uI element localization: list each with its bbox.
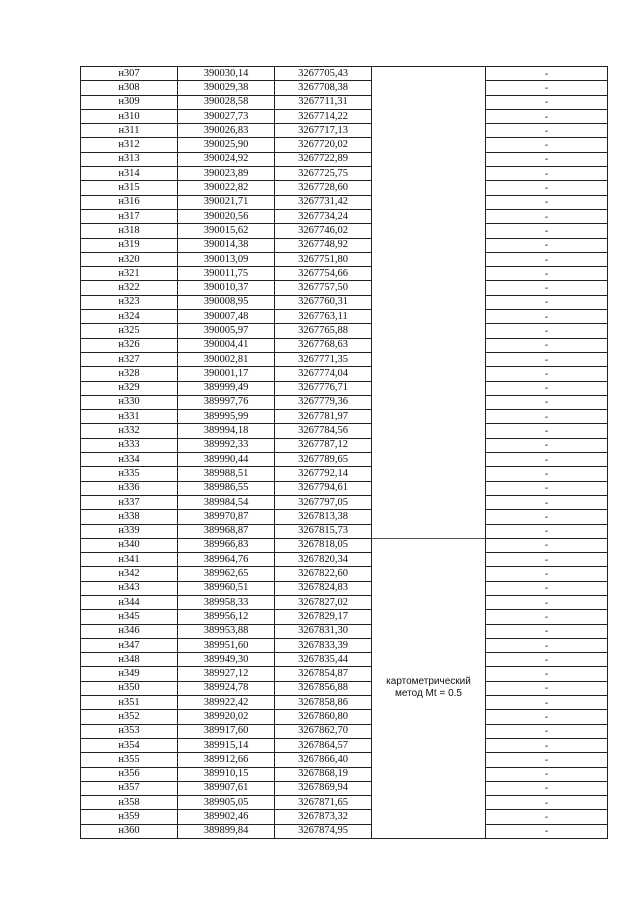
point-cell: н333 xyxy=(81,438,178,452)
accuracy-cell: - xyxy=(486,553,608,567)
y-coordinate-cell: 3267765,88 xyxy=(275,324,372,338)
x-coordinate-cell: 389960,51 xyxy=(178,581,275,595)
table-row xyxy=(81,753,608,767)
x-coordinate-cell: 389968,87 xyxy=(178,524,275,538)
accuracy-cell: - xyxy=(486,295,608,309)
accuracy-cell: - xyxy=(486,624,608,638)
table-row xyxy=(81,553,608,567)
table-row xyxy=(81,567,608,581)
y-coordinate-cell: 3267818,05 xyxy=(275,538,372,552)
x-coordinate-cell: 390011,75 xyxy=(178,267,275,281)
table-row xyxy=(81,538,608,552)
x-coordinate-cell: 390028,58 xyxy=(178,95,275,109)
accuracy-cell: - xyxy=(486,638,608,652)
method-cell xyxy=(372,538,486,838)
accuracy-cell: - xyxy=(486,767,608,781)
table-row xyxy=(81,610,608,624)
x-coordinate-cell: 389915,14 xyxy=(178,738,275,752)
table-row xyxy=(81,438,608,452)
method-cell-empty xyxy=(372,67,486,539)
point-cell: н314 xyxy=(81,167,178,181)
y-coordinate-cell: 3267771,35 xyxy=(275,352,372,366)
x-coordinate-cell: 389994,18 xyxy=(178,424,275,438)
y-coordinate-cell: 3267854,87 xyxy=(275,667,372,681)
point-cell: н337 xyxy=(81,495,178,509)
x-coordinate-cell: 389986,55 xyxy=(178,481,275,495)
point-cell: н308 xyxy=(81,81,178,95)
table-row xyxy=(81,181,608,195)
x-coordinate-cell: 390020,56 xyxy=(178,209,275,223)
table-row xyxy=(81,653,608,667)
table-row xyxy=(81,638,608,652)
accuracy-cell: - xyxy=(486,424,608,438)
y-coordinate-cell: 3267717,13 xyxy=(275,124,372,138)
table-row xyxy=(81,395,608,409)
y-coordinate-cell: 3267705,43 xyxy=(275,67,372,81)
y-coordinate-cell: 3267714,22 xyxy=(275,109,372,123)
point-cell: н344 xyxy=(81,595,178,609)
point-cell: н321 xyxy=(81,267,178,281)
table-row xyxy=(81,352,608,366)
point-cell: н351 xyxy=(81,696,178,710)
x-coordinate-cell: 389902,46 xyxy=(178,810,275,824)
y-coordinate-cell: 3267833,39 xyxy=(275,638,372,652)
point-cell: н360 xyxy=(81,824,178,838)
y-coordinate-cell: 3267862,70 xyxy=(275,724,372,738)
point-cell: н355 xyxy=(81,753,178,767)
y-coordinate-cell: 3267776,71 xyxy=(275,381,372,395)
point-cell: н307 xyxy=(81,67,178,81)
x-coordinate-cell: 390008,95 xyxy=(178,295,275,309)
accuracy-cell: - xyxy=(486,667,608,681)
x-coordinate-cell: 389990,44 xyxy=(178,453,275,467)
x-coordinate-cell: 390027,73 xyxy=(178,109,275,123)
x-coordinate-cell: 389922,42 xyxy=(178,696,275,710)
y-coordinate-cell: 3267722,89 xyxy=(275,152,372,166)
table-row xyxy=(81,95,608,109)
table-row xyxy=(81,152,608,166)
point-cell: н358 xyxy=(81,796,178,810)
y-coordinate-cell: 3267868,19 xyxy=(275,767,372,781)
x-coordinate-cell: 389992,33 xyxy=(178,438,275,452)
accuracy-cell: - xyxy=(486,167,608,181)
accuracy-cell: - xyxy=(486,324,608,338)
y-coordinate-cell: 3267874,95 xyxy=(275,824,372,838)
x-coordinate-cell: 390030,14 xyxy=(178,67,275,81)
table-row xyxy=(81,167,608,181)
table-row xyxy=(81,824,608,838)
point-cell: н347 xyxy=(81,638,178,652)
y-coordinate-cell: 3267763,11 xyxy=(275,310,372,324)
y-coordinate-cell: 3267728,60 xyxy=(275,181,372,195)
table-row xyxy=(81,310,608,324)
x-coordinate-cell: 390005,97 xyxy=(178,324,275,338)
x-coordinate-cell: 390013,09 xyxy=(178,252,275,266)
accuracy-cell: - xyxy=(486,67,608,81)
point-cell: н350 xyxy=(81,681,178,695)
table-row xyxy=(81,667,608,681)
y-coordinate-cell: 3267787,12 xyxy=(275,438,372,452)
y-coordinate-cell: 3267822,60 xyxy=(275,567,372,581)
table-row xyxy=(81,738,608,752)
table-row xyxy=(81,467,608,481)
accuracy-cell: - xyxy=(486,310,608,324)
x-coordinate-cell: 389924,78 xyxy=(178,681,275,695)
table-row xyxy=(81,796,608,810)
accuracy-cell: - xyxy=(486,753,608,767)
x-coordinate-cell: 390014,38 xyxy=(178,238,275,252)
accuracy-cell: - xyxy=(486,381,608,395)
y-coordinate-cell: 3267869,94 xyxy=(275,781,372,795)
y-coordinate-cell: 3267731,42 xyxy=(275,195,372,209)
accuracy-cell: - xyxy=(486,481,608,495)
x-coordinate-cell: 390024,92 xyxy=(178,152,275,166)
point-cell: н326 xyxy=(81,338,178,352)
table-row xyxy=(81,195,608,209)
table-row xyxy=(81,81,608,95)
table-row xyxy=(81,781,608,795)
y-coordinate-cell: 3267748,92 xyxy=(275,238,372,252)
point-cell: н336 xyxy=(81,481,178,495)
y-coordinate-cell: 3267815,73 xyxy=(275,524,372,538)
x-coordinate-cell: 389970,87 xyxy=(178,510,275,524)
accuracy-cell: - xyxy=(486,238,608,252)
y-coordinate-cell: 3267873,32 xyxy=(275,810,372,824)
y-coordinate-cell: 3267871,65 xyxy=(275,796,372,810)
x-coordinate-cell: 389962,65 xyxy=(178,567,275,581)
y-coordinate-cell: 3267754,66 xyxy=(275,267,372,281)
x-coordinate-cell: 389910,15 xyxy=(178,767,275,781)
point-cell: н348 xyxy=(81,653,178,667)
accuracy-cell: - xyxy=(486,567,608,581)
table-row xyxy=(81,624,608,638)
y-coordinate-cell: 3267860,80 xyxy=(275,710,372,724)
x-coordinate-cell: 389999,49 xyxy=(178,381,275,395)
x-coordinate-cell: 389964,76 xyxy=(178,553,275,567)
accuracy-cell: - xyxy=(486,524,608,538)
point-cell: н316 xyxy=(81,195,178,209)
point-cell: н319 xyxy=(81,238,178,252)
y-coordinate-cell: 3267866,40 xyxy=(275,753,372,767)
point-cell: н352 xyxy=(81,710,178,724)
accuracy-cell: - xyxy=(486,824,608,838)
x-coordinate-cell: 389920,02 xyxy=(178,710,275,724)
y-coordinate-cell: 3267820,34 xyxy=(275,553,372,567)
y-coordinate-cell: 3267757,50 xyxy=(275,281,372,295)
point-cell: н312 xyxy=(81,138,178,152)
point-cell: н311 xyxy=(81,124,178,138)
accuracy-cell: - xyxy=(486,224,608,238)
point-cell: н323 xyxy=(81,295,178,309)
x-coordinate-cell: 390007,48 xyxy=(178,310,275,324)
x-coordinate-cell: 390010,37 xyxy=(178,281,275,295)
accuracy-cell: - xyxy=(486,781,608,795)
point-cell: н315 xyxy=(81,181,178,195)
x-coordinate-cell: 389912,66 xyxy=(178,753,275,767)
accuracy-cell: - xyxy=(486,152,608,166)
y-coordinate-cell: 3267760,31 xyxy=(275,295,372,309)
y-coordinate-cell: 3267734,24 xyxy=(275,209,372,223)
y-coordinate-cell: 3267864,57 xyxy=(275,738,372,752)
point-cell: н342 xyxy=(81,567,178,581)
x-coordinate-cell: 389997,76 xyxy=(178,395,275,409)
accuracy-cell: - xyxy=(486,467,608,481)
y-coordinate-cell: 3267708,38 xyxy=(275,81,372,95)
accuracy-cell: - xyxy=(486,738,608,752)
table-row xyxy=(81,138,608,152)
point-cell: н320 xyxy=(81,252,178,266)
point-cell: н349 xyxy=(81,667,178,681)
point-cell: н318 xyxy=(81,224,178,238)
table-row xyxy=(81,367,608,381)
table-row xyxy=(81,453,608,467)
table-row xyxy=(81,696,608,710)
accuracy-cell: - xyxy=(486,195,608,209)
x-coordinate-cell: 390001,17 xyxy=(178,367,275,381)
y-coordinate-cell: 3267779,36 xyxy=(275,395,372,409)
table-row xyxy=(81,109,608,123)
x-coordinate-cell: 389988,51 xyxy=(178,467,275,481)
y-coordinate-cell: 3267827,02 xyxy=(275,595,372,609)
point-cell: н324 xyxy=(81,310,178,324)
accuracy-cell: - xyxy=(486,724,608,738)
x-coordinate-cell: 389917,60 xyxy=(178,724,275,738)
accuracy-cell: - xyxy=(486,209,608,223)
accuracy-cell: - xyxy=(486,681,608,695)
x-coordinate-cell: 390002,81 xyxy=(178,352,275,366)
point-cell: н335 xyxy=(81,467,178,481)
point-cell: н334 xyxy=(81,453,178,467)
accuracy-cell: - xyxy=(486,653,608,667)
point-cell: н343 xyxy=(81,581,178,595)
x-coordinate-cell: 389899,84 xyxy=(178,824,275,838)
accuracy-cell: - xyxy=(486,395,608,409)
point-cell: н341 xyxy=(81,553,178,567)
point-cell: н357 xyxy=(81,781,178,795)
point-cell: н313 xyxy=(81,152,178,166)
accuracy-cell: - xyxy=(486,710,608,724)
x-coordinate-cell: 390025,90 xyxy=(178,138,275,152)
table-row xyxy=(81,224,608,238)
table-row xyxy=(81,67,608,81)
table-row xyxy=(81,252,608,266)
table-row xyxy=(81,710,608,724)
y-coordinate-cell: 3267856,88 xyxy=(275,681,372,695)
table-row xyxy=(81,124,608,138)
coordinates-table-body xyxy=(81,67,608,839)
accuracy-cell: - xyxy=(486,595,608,609)
point-cell: н338 xyxy=(81,510,178,524)
accuracy-cell: - xyxy=(486,109,608,123)
y-coordinate-cell: 3267858,86 xyxy=(275,696,372,710)
x-coordinate-cell: 389958,33 xyxy=(178,595,275,609)
point-cell: н356 xyxy=(81,767,178,781)
point-cell: н345 xyxy=(81,610,178,624)
table-row xyxy=(81,295,608,309)
point-cell: н339 xyxy=(81,524,178,538)
accuracy-cell: - xyxy=(486,610,608,624)
table-row xyxy=(81,581,608,595)
accuracy-cell: - xyxy=(486,495,608,509)
y-coordinate-cell: 3267829,17 xyxy=(275,610,372,624)
table-row xyxy=(81,681,608,695)
point-cell: н340 xyxy=(81,538,178,552)
y-coordinate-cell: 3267711,31 xyxy=(275,95,372,109)
accuracy-cell: - xyxy=(486,367,608,381)
table-row xyxy=(81,595,608,609)
accuracy-cell: - xyxy=(486,267,608,281)
table-row xyxy=(81,281,608,295)
x-coordinate-cell: 390022,82 xyxy=(178,181,275,195)
accuracy-cell: - xyxy=(486,281,608,295)
y-coordinate-cell: 3267789,65 xyxy=(275,453,372,467)
x-coordinate-cell: 389905,05 xyxy=(178,796,275,810)
point-cell: н327 xyxy=(81,352,178,366)
x-coordinate-cell: 389956,12 xyxy=(178,610,275,624)
x-coordinate-cell: 389953,88 xyxy=(178,624,275,638)
table-row xyxy=(81,267,608,281)
x-coordinate-cell: 390026,83 xyxy=(178,124,275,138)
accuracy-cell: - xyxy=(486,810,608,824)
point-cell: н309 xyxy=(81,95,178,109)
y-coordinate-cell: 3267792,14 xyxy=(275,467,372,481)
table-row xyxy=(81,767,608,781)
table-row xyxy=(81,238,608,252)
table-row xyxy=(81,524,608,538)
x-coordinate-cell: 389966,83 xyxy=(178,538,275,552)
accuracy-cell: - xyxy=(486,95,608,109)
x-coordinate-cell: 389907,61 xyxy=(178,781,275,795)
accuracy-cell: - xyxy=(486,138,608,152)
table-row xyxy=(81,424,608,438)
y-coordinate-cell: 3267824,83 xyxy=(275,581,372,595)
accuracy-cell: - xyxy=(486,81,608,95)
table-row xyxy=(81,724,608,738)
accuracy-cell: - xyxy=(486,453,608,467)
point-cell: н354 xyxy=(81,738,178,752)
y-coordinate-cell: 3267725,75 xyxy=(275,167,372,181)
accuracy-cell: - xyxy=(486,410,608,424)
accuracy-cell: - xyxy=(486,696,608,710)
accuracy-cell: - xyxy=(486,338,608,352)
accuracy-cell: - xyxy=(486,538,608,552)
y-coordinate-cell: 3267813,38 xyxy=(275,510,372,524)
accuracy-cell: - xyxy=(486,581,608,595)
table-row xyxy=(81,338,608,352)
accuracy-cell: - xyxy=(486,181,608,195)
y-coordinate-cell: 3267746,02 xyxy=(275,224,372,238)
table-row xyxy=(81,209,608,223)
x-coordinate-cell: 389951,60 xyxy=(178,638,275,652)
x-coordinate-cell: 390015,62 xyxy=(178,224,275,238)
x-coordinate-cell: 389927,12 xyxy=(178,667,275,681)
y-coordinate-cell: 3267720,02 xyxy=(275,138,372,152)
point-cell: н310 xyxy=(81,109,178,123)
y-coordinate-cell: 3267768,63 xyxy=(275,338,372,352)
y-coordinate-cell: 3267774,04 xyxy=(275,367,372,381)
accuracy-cell: - xyxy=(486,124,608,138)
x-coordinate-cell: 390004,41 xyxy=(178,338,275,352)
y-coordinate-cell: 3267781,97 xyxy=(275,410,372,424)
x-coordinate-cell: 389995,99 xyxy=(178,410,275,424)
accuracy-cell: - xyxy=(486,510,608,524)
x-coordinate-cell: 389949,30 xyxy=(178,653,275,667)
point-cell: н325 xyxy=(81,324,178,338)
y-coordinate-cell: 3267751,80 xyxy=(275,252,372,266)
y-coordinate-cell: 3267784,56 xyxy=(275,424,372,438)
x-coordinate-cell: 390021,71 xyxy=(178,195,275,209)
point-cell: н317 xyxy=(81,209,178,223)
table-row xyxy=(81,381,608,395)
method-label: картометрический метод Mt = 0.5 xyxy=(386,676,471,700)
y-coordinate-cell: 3267835,44 xyxy=(275,653,372,667)
y-coordinate-cell: 3267797,05 xyxy=(275,495,372,509)
point-cell: н329 xyxy=(81,381,178,395)
y-coordinate-cell: 3267794,61 xyxy=(275,481,372,495)
coordinates-table xyxy=(80,66,608,839)
point-cell: н330 xyxy=(81,395,178,409)
point-cell: н322 xyxy=(81,281,178,295)
y-coordinate-cell: 3267831,30 xyxy=(275,624,372,638)
point-cell: н328 xyxy=(81,367,178,381)
point-cell: н359 xyxy=(81,810,178,824)
point-cell: н332 xyxy=(81,424,178,438)
accuracy-cell: - xyxy=(486,252,608,266)
table-row xyxy=(81,481,608,495)
point-cell: н353 xyxy=(81,724,178,738)
accuracy-cell: - xyxy=(486,352,608,366)
accuracy-cell: - xyxy=(486,438,608,452)
x-coordinate-cell: 390029,38 xyxy=(178,81,275,95)
x-coordinate-cell: 390023,89 xyxy=(178,167,275,181)
table-row xyxy=(81,510,608,524)
point-cell: н346 xyxy=(81,624,178,638)
x-coordinate-cell: 389984,54 xyxy=(178,495,275,509)
table-row xyxy=(81,495,608,509)
point-cell: н331 xyxy=(81,410,178,424)
table-row xyxy=(81,324,608,338)
table-row xyxy=(81,410,608,424)
accuracy-cell: - xyxy=(486,796,608,810)
table-row xyxy=(81,810,608,824)
